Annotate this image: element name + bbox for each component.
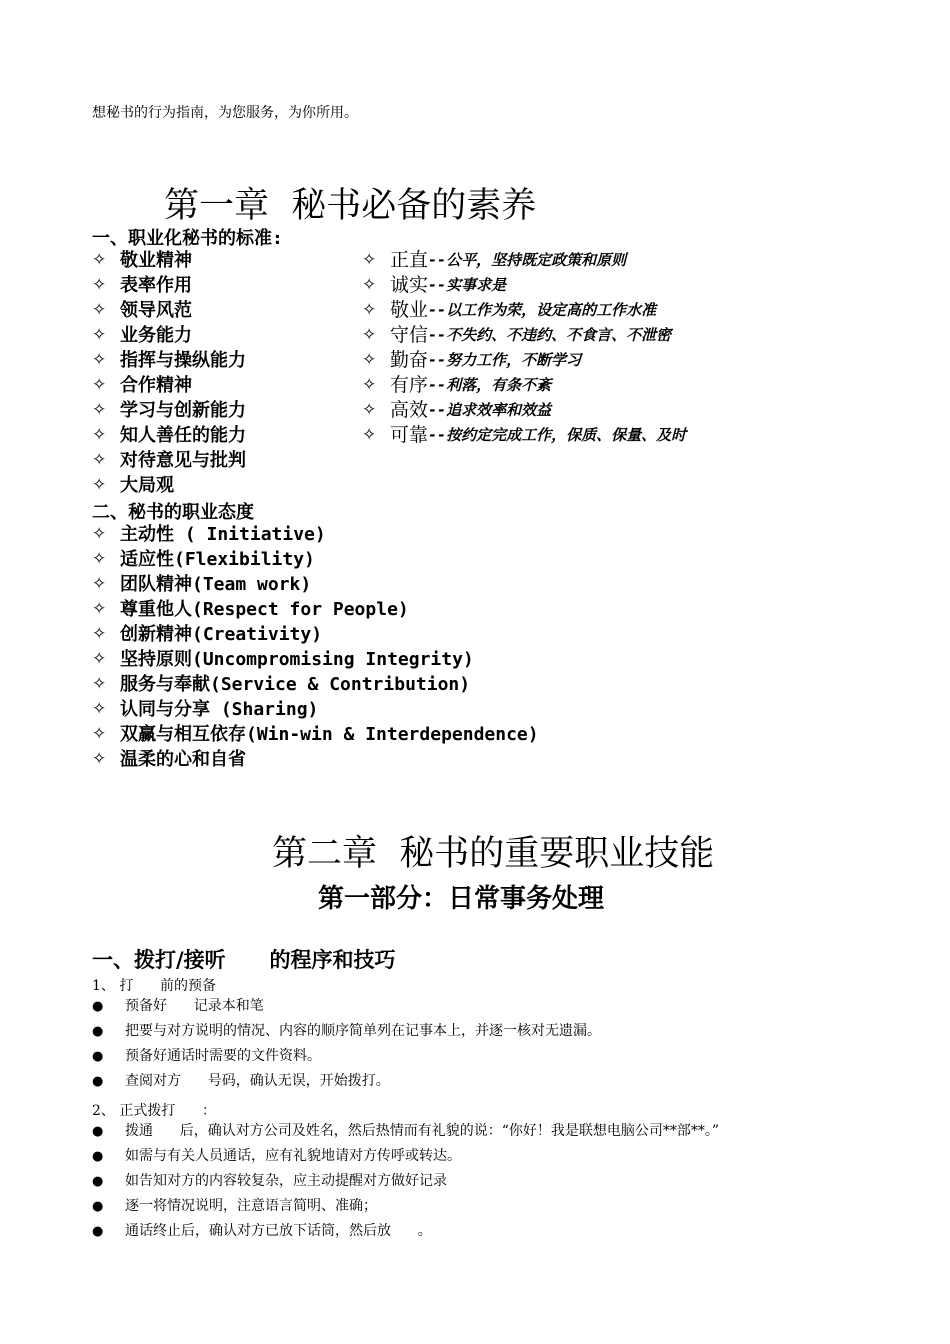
star-bullet-icon: ✧ xyxy=(92,549,107,569)
list-item: ● 查阅对方 号码，确认无误，开始拨打。 xyxy=(92,1069,601,1094)
list-item: ✧ 适应性(Flexibility) xyxy=(92,549,315,570)
list-item: ✧ 知人善任的能力 xyxy=(92,425,246,446)
bullet-dot-icon: ● xyxy=(92,1024,104,1039)
prepare-bullet-list xyxy=(92,994,601,1094)
bullet-dot-icon: ● xyxy=(92,1174,104,1189)
list-item: ✧ 学习与创新能力 xyxy=(92,400,246,421)
list-item: ✧ 温柔的心和自省 xyxy=(92,749,246,770)
list-item: ✧ 主动性 ( Initiative) xyxy=(92,524,326,545)
star-bullet-icon: ✧ xyxy=(92,275,107,295)
star-bullet-icon: ✧ xyxy=(92,375,107,395)
list-item xyxy=(362,373,686,398)
bullet-dot-icon: ● xyxy=(92,1124,104,1139)
list-item: ✧ 指挥与操纵能力 xyxy=(92,350,246,371)
star-bullet-icon: ✧ xyxy=(92,475,107,495)
list-item: ✧ 表率作用 xyxy=(92,275,192,296)
list-item xyxy=(362,273,686,298)
list-item: ● 如需与有关人员通话，应有礼貌地请对方传呼或转达。 xyxy=(92,1144,719,1169)
star-bullet-icon: ✧ xyxy=(92,325,107,345)
star-bullet-icon: ✧ xyxy=(362,325,377,345)
chapter2-title: 第二章 秘书的重要职业技能 xyxy=(272,834,715,874)
star-bullet-icon: ✧ xyxy=(92,674,107,694)
attitude-list xyxy=(92,522,539,772)
standard-description: --利落，有条不紊 xyxy=(428,376,552,394)
list-item: ✧ 敬业精神 xyxy=(92,250,192,271)
star-bullet-icon: ✧ xyxy=(92,574,107,594)
list-item xyxy=(362,298,686,323)
intro-text: 想秘书的行为指南，为您服务，为你所用。 xyxy=(92,105,358,121)
list-item: ✧ 创新精神(Creativity) xyxy=(92,624,323,645)
standard-term: 诚实 xyxy=(390,274,429,296)
standards-left-list xyxy=(92,248,246,498)
star-bullet-icon: ✧ xyxy=(92,649,107,669)
star-bullet-icon: ✧ xyxy=(362,350,377,370)
standard-description: --以工作为荣，设定高的工作水准 xyxy=(428,301,657,319)
part-title: 第一部分：日常事务处理 xyxy=(318,884,605,914)
star-bullet-icon: ✧ xyxy=(362,400,377,420)
list-item xyxy=(362,323,686,348)
list-item: ● 拨通 后，确认对方公司及姓名，然后热情而有礼貌的说：“你好！我是联想电脑公司**部**。” xyxy=(92,1119,719,1144)
list-item: ✧ 坚持原则(Uncompromising Integrity) xyxy=(92,649,474,670)
standard-description: --追求效率和效益 xyxy=(428,401,552,419)
standard-term: 高效 xyxy=(390,399,429,421)
section-heading-standards: 一、职业化秘书的标准: xyxy=(92,228,283,249)
subsection-title-prepare: 1、 打 前的预备 xyxy=(92,978,217,994)
standards-right-list xyxy=(362,248,686,448)
star-bullet-icon: ✧ xyxy=(92,250,107,270)
list-item: ✧ 尊重他人(Respect for People) xyxy=(92,599,409,620)
star-bullet-icon: ✧ xyxy=(92,599,107,619)
subsection-title-dial: 2、 正式拨打 ： xyxy=(92,1103,217,1119)
list-item: ● 预备好通话时需要的文件资料。 xyxy=(92,1044,601,1069)
list-item: ● 预备好 记录本和笔 xyxy=(92,994,601,1019)
list-item xyxy=(362,348,686,373)
list-item: ✧ 双赢与相互依存(Win-win & Interdependence) xyxy=(92,724,539,745)
star-bullet-icon: ✧ xyxy=(92,300,107,320)
list-item: ✧ 对待意见与批判 xyxy=(92,450,246,471)
star-bullet-icon: ✧ xyxy=(362,250,377,270)
bullet-dot-icon: ● xyxy=(92,1224,104,1239)
star-bullet-icon: ✧ xyxy=(362,375,377,395)
chapter1-title: 第一章 秘书必备的素养 xyxy=(164,186,537,226)
standard-description: --实事求是 xyxy=(428,276,507,294)
standard-term: 正直 xyxy=(390,249,429,271)
list-item: ✧ 业务能力 xyxy=(92,325,192,346)
standard-term: 可靠 xyxy=(390,424,429,446)
list-item xyxy=(362,423,686,448)
list-item: ● 通话终止后，确认对方已放下话筒，然后放 。 xyxy=(92,1219,719,1244)
list-item xyxy=(362,248,686,273)
star-bullet-icon: ✧ xyxy=(92,350,107,370)
bullet-dot-icon: ● xyxy=(92,1074,104,1089)
list-item: ✧ 大局观 xyxy=(92,475,174,496)
star-bullet-icon: ✧ xyxy=(92,724,107,744)
standard-description: --努力工作，不断学习 xyxy=(428,351,582,369)
list-item: ✧ 认同与分享 (Sharing) xyxy=(92,699,319,720)
dial-bullet-list xyxy=(92,1119,719,1244)
star-bullet-icon: ✧ xyxy=(92,624,107,644)
standard-term: 勤奋 xyxy=(390,349,429,371)
list-item: ● 逐一将情况说明，注意语言简明、准确； xyxy=(92,1194,719,1219)
list-item: ✧ 领导风范 xyxy=(92,300,192,321)
star-bullet-icon: ✧ xyxy=(92,400,107,420)
list-item: ✧ 团队精神(Team work) xyxy=(92,574,312,595)
star-bullet-icon: ✧ xyxy=(362,425,377,445)
star-bullet-icon: ✧ xyxy=(92,524,107,544)
standard-description: --不失约、不违约、不食言、不泄密 xyxy=(428,326,672,344)
star-bullet-icon: ✧ xyxy=(362,300,377,320)
bullet-dot-icon: ● xyxy=(92,999,104,1014)
section-title-phone: 一、拨打/接听 的程序和技巧 xyxy=(92,948,396,972)
list-item xyxy=(362,398,686,423)
star-bullet-icon: ✧ xyxy=(92,450,107,470)
bullet-dot-icon: ● xyxy=(92,1149,104,1164)
standard-description: --公平，坚持既定政策和原则 xyxy=(428,251,627,269)
standard-description: --按约定完成工作，保质、保量、及时 xyxy=(428,426,687,444)
section-heading-attitude: 二、秘书的职业态度 xyxy=(92,502,254,523)
bullet-dot-icon: ● xyxy=(92,1049,104,1064)
list-item: ● 如告知对方的内容较复杂，应主动提醒对方做好记录 xyxy=(92,1169,719,1194)
star-bullet-icon: ✧ xyxy=(362,275,377,295)
bullet-dot-icon: ● xyxy=(92,1199,104,1214)
list-item: ✧ 合作精神 xyxy=(92,375,192,396)
standard-term: 守信 xyxy=(390,324,429,346)
list-item: ✧ 服务与奉献(Service & Contribution) xyxy=(92,674,471,695)
star-bullet-icon: ✧ xyxy=(92,699,107,719)
standard-term: 敬业 xyxy=(390,299,429,321)
list-item: ● 把要与对方说明的情况、内容的顺序简单列在记事本上，并逐一核对无遗漏。 xyxy=(92,1019,601,1044)
standard-term: 有序 xyxy=(390,374,429,396)
star-bullet-icon: ✧ xyxy=(92,749,107,769)
star-bullet-icon: ✧ xyxy=(92,425,107,445)
